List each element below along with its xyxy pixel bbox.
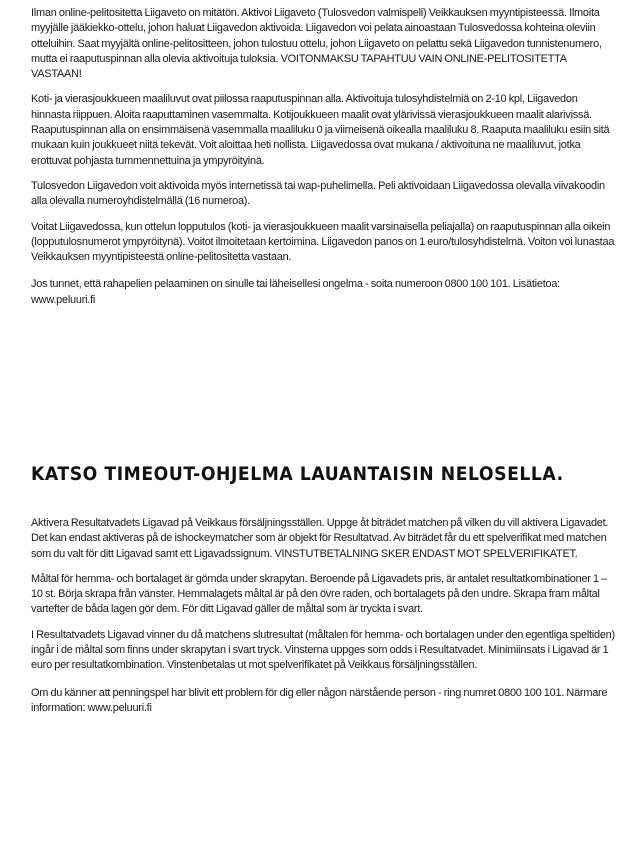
finnish-paragraph-winning: Voitat Liigavedossa, kun ottelun lopputulos (koti- ja vierasjoukkueen maalit varsinaisella peliajalla) on raaputuspinnan alla oikein (lopputulosnumerot ympyröitynä). Voitot ilmoitetaan kertoimina. Liigavedon panos on 1 euro/tulosyhdistelmä. Voiton voi lunastaa Veikkauksen myyntipisteestä online-pelitositetta vastaan.: [31, 220, 615, 264]
finnish-paragraph-helpline: Jos tunnet, että rahapelien pelaaminen on sinulle tai läheisellesi ongelma - soita numeroon 0800 100 101. Lisätietoa: www.peluuri.fi: [31, 278, 560, 306]
swedish-paragraph-activation: Aktivera Resultatvadets Ligavad på Veikkaus försäljningsställen. Uppge åt biträdet matchen på vilken du vill aktivera Ligavadet. Det kan endast aktiveras på de ishockeymatcher som är objekt för Resultatvad. Av biträdet får du ett spelverifikat med matchen som du valt för ditt Ligavad samt ett Ligavadssignum. VINSTUTBETALNING SKER ENDAST MOT SPELVERIFIKATET.: [31, 517, 609, 560]
finnish-paragraph-online: Tulosvedon Liigavedon voit aktivoida myös internetissä tai wap-puhelimella. Peli aktivoidaan Liigavedossa olevalla viivakoodin alla olevalla numeroyhdistelmällä (16 numeroa).: [31, 179, 605, 208]
finnish-section: [31, 6, 616, 308]
swedish-paragraph-helpline: Om du känner att penningspel har blivit ett problem för dig eller någon närstående person - ring numret 0800 100 101. Närmare information: www.peluuri.fi: [31, 686, 608, 714]
finnish-paragraph-activation: Ilman online-pelitositetta Liigaveto on mitätön. Aktivoi Liigaveto (Tulosvedon valmispeli) Veikkauksen myyntipisteessä. Ilmoita myyjälle jääkiekko-ottelu, johon haluat Liigavedon aktivoida. Liigavedon voi pelata ainoastaan Tulosvedossa kohteina oleviin otteluihin. Saat myyjältä online-pelitositteen, johon tulostuu ottelu, johon Liigaveto on pelattu sekä Liigavedon tunnistenumero, mutta ei raaputuspinnan alla olevia aktivoituja tuloksia. VOITONMAKSU TAPAHTUU VAIN ONLINE-PELITOSITETTA VASTAAN!: [31, 7, 602, 81]
finnish-paragraph-scratching: Koti- ja vierasjoukkueen maaliluvut ovat piilossa raaputuspinnan alla. Aktivoituja tulosyhdistelmiä on 2-10 kpl, Liigavedon hinnasta riippuen. Aloita raaputtaminen vasemmalta. Kotijoukkueen maalit ovat ylärivissä vierasjoukkueen maalit alarivissä. Raaputuspinnan alla on ensimmäisenä vasemmalla maaliluku 0 ja viimeisenä oikealla maaliluku 8. Raaputa maaliluku esiin sitä mukaan kuin joukkueet niitä tekevät. Voit aloittaa heti nollista. Liigavedossa ovat mukana / aktivoituna ne maaliluvut, jotka erottuvat pohjasta tummennettuina ja ympyröityinä.: [31, 93, 610, 167]
swedish-section: [31, 516, 621, 716]
swedish-paragraph-scratching: Måltal för hemma- och bortalaget är gömda under skrapytan. Beroende på Ligavadets pris, är antalet resultatkombinationer 1 – 10 st. Börja skrapa från vänster. Hemmalagets måltal är på den övre raden, och bortalagets på den undre. Skrapa fram måltal vartefter de båda lagen gör dem. För ditt Ligavad gäller de måltal som är tryckta i svart.: [31, 572, 607, 616]
timeout-headline: KATSO TIMEOUT-OHJELMA LAUANTAISIN NELOSELLA.: [31, 464, 564, 485]
swedish-paragraph-winning: I Resultatvadets Ligavad vinner du då matchens slutresultat (måltalen för hemma- och bortalagen under den egentliga speltiden) ingår i de måltal som finns under skrapytan i svart tryck. Vinsterna uppges som odds i Resultatvadet. Minimiinsats i Ligavad är 1 euro per resultatkombination. Vinstenbetalas ut mot spelverifikatet på Veikkaus försäljningsställen.: [31, 628, 615, 672]
